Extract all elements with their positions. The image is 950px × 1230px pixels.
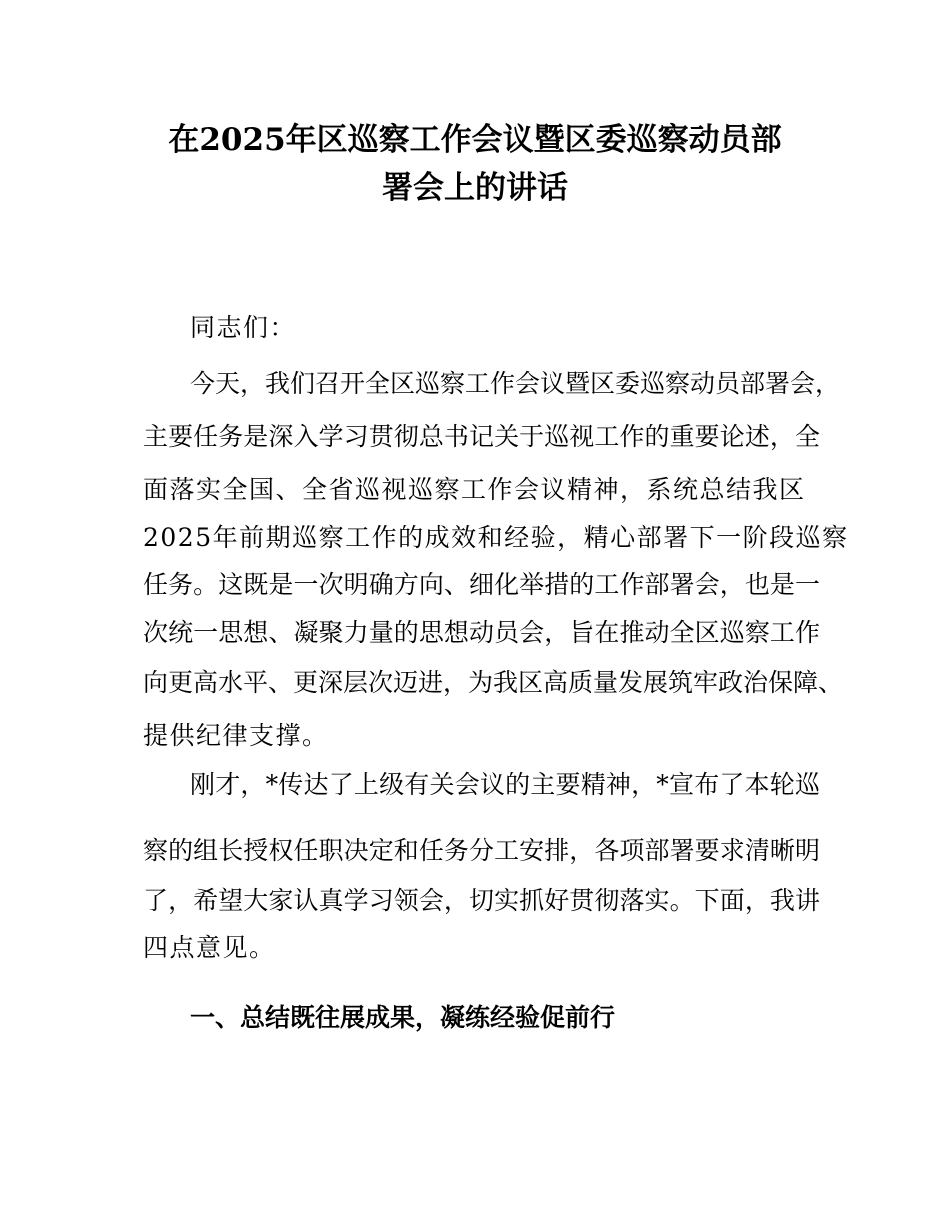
document-title-line-1: 在2025年区巡察工作会议暨区委巡察动员部 [168, 122, 782, 158]
section-heading: 一、总结既往展成果，凝练经验促前行 [190, 1003, 616, 1032]
paragraph-1-line: 主要任务是深入学习贯彻总书记关于巡视工作的重要论述，全 [143, 422, 820, 451]
paragraph-1-line: 任务。这既是一次明确方向、细化举措的工作部署会，也是一 [143, 570, 820, 599]
paragraph-1-line: 次统一思想、凝聚力量的思想动员会，旨在推动全区巡察工作 [143, 618, 820, 647]
salutation: 同志们： [190, 313, 297, 342]
paragraph-1-line: 面落实全国、全省巡视巡察工作会议精神，系统总结我区 [143, 475, 806, 504]
paragraph-2-line: 刚才，*传达了上级有关会议的主要精神，*宣布了本轮巡 [190, 770, 820, 799]
paragraph-1-line: 今天，我们召开全区巡察工作会议暨区委巡察动员部署会， [190, 369, 841, 398]
document-title-line-2: 署会上的讲话 [382, 170, 568, 206]
paragraph-1-line: 2025年前期巡察工作的成效和经验，精心部署下一阶段巡察 [143, 523, 849, 552]
paragraph-2-line: 四点意见。 [143, 933, 276, 962]
paragraph-1-line: 提供纪律支撑。 [143, 721, 329, 750]
paragraph-1-line: 向更高水平、更深层次迈进，为我区高质量发展筑牢政治保障、 [143, 668, 844, 697]
paragraph-2-line: 察的组长授权任职决定和任务分工安排，各项部署要求清晰明 [143, 836, 820, 865]
paragraph-2-line: 了，希望大家认真学习领会，切实抓好贯彻落实。下面，我讲 [143, 886, 820, 915]
